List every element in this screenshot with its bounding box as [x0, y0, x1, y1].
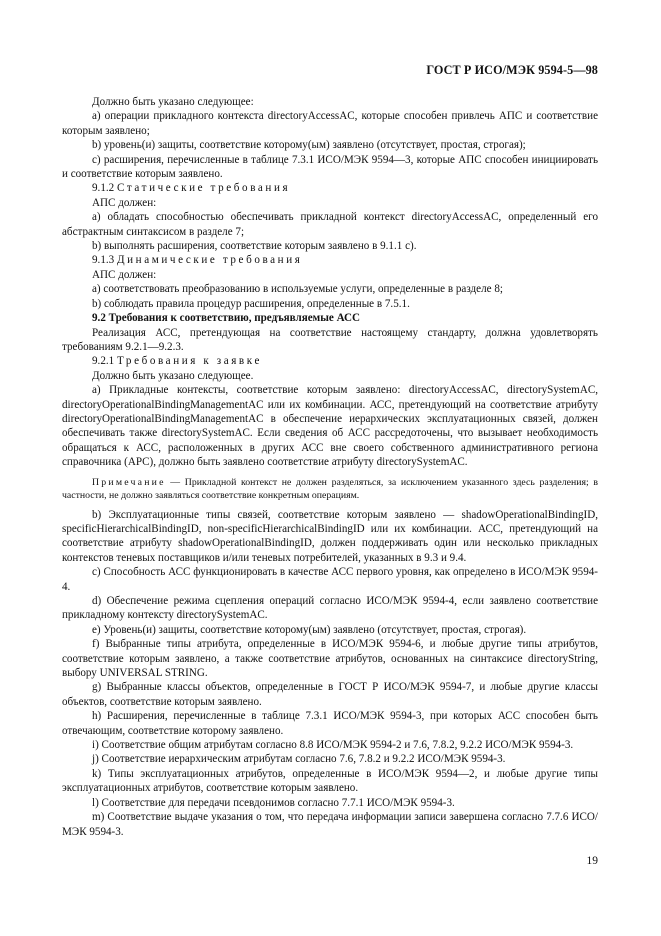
- document-body: [62, 95, 598, 839]
- note-text: — Прикладной контекст не должен разделяться, за исключением указанного здесь разделения; в частности, не должно заявляться соответствие конкретным операциям.: [62, 476, 598, 501]
- list-item: m) Соответствие выдаче указания о том, что передача информации записи завершена согласно 7.7.6 ИСО/МЭК 9594-3.: [62, 811, 598, 838]
- section-title: Статические требования: [116, 182, 291, 195]
- section-title: Требования к заявке: [116, 355, 262, 368]
- list-item: b) соблюдать правила процедур расширения, определенные в 7.5.1.: [92, 297, 410, 310]
- list-item: b) уровень(и) защиты, соответствие которому(ым) заявлено (отсутствует, простая, строгая);: [92, 139, 526, 152]
- note-label: Примечание: [92, 476, 166, 488]
- list-item: e) Уровень(и) защиты, соответствие которому(ым) заявлено (отсутствует, простая, строгая).: [92, 623, 527, 636]
- list-item: с) Способность АСС функционировать в качестве АСС первого уровня, как определено в ИСО/МЭК 9594-4.: [62, 566, 598, 593]
- paragraph: Должно быть указано следующее.: [92, 369, 254, 382]
- list-item: k) Типы эксплуатационных атрибутов, определенные в ИСО/МЭК 9594—2, и любые другие типы эксплуатационных атрибутов, соответствие которым заявлено.: [62, 767, 598, 795]
- list-item: f) Выбранные типы атрибута, определенные в ИСО/МЭК 9594-6, и любые другие типы атрибутов, соответствие которым заявлено, а также соответствие атрибутов, основанных на синтаксисе directoryString, выбору UNIVERSAL STRING.: [62, 638, 598, 680]
- list-item: а) соответствовать преобразованию в используемые услуги, определенные в разделе 8;: [92, 283, 503, 296]
- list-item: b) выполнять расширения, соответствие которым заявлено в 9.1.1 с).: [92, 240, 417, 253]
- note: [62, 476, 598, 502]
- page-number: 19: [586, 855, 598, 867]
- section-heading-9-2-1: [62, 354, 598, 368]
- list-item: j) Соответствие иерархическим атрибутам согласно 7.6, 7.8.2 и 9.2.2 ИСО/МЭК 9594-3.: [92, 753, 506, 766]
- list-item: b) Эксплуатационные типы связей, соответствие которым заявлено — shadowOperationalBindingID, specificHierarchicalBindingID, non-specificHierarchicalBindingID или их комбинации. АСС, претендующий на соответствие атрибуту shadowOperationalBindingID, должен поддерживать один или несколько прикладных контекстов теневых поставщиков и/или теневых потребителей, указанных в 9.3 и 9.4.: [62, 508, 598, 564]
- list-item: а) операции прикладного контекста directoryAccessAC, которые способен привлечь АПС и соответствие которым заявлено;: [62, 110, 598, 137]
- section-number: 9.2.1: [92, 355, 115, 368]
- list-item: с) расширения, перечисленные в таблице 7.3.1 ИСО/МЭК 9594—3, которые АПС способен инициировать и соответствие которым заявлено.: [62, 153, 598, 181]
- paragraph: АПС должен:: [92, 268, 157, 281]
- list-item: l) Соответствие для передачи псевдонимов согласно 7.7.1 ИСО/МЭК 9594-3.: [92, 796, 455, 809]
- section-heading-9-1-2: [62, 181, 598, 195]
- list-item: а) Прикладные контексты, соответствие которым заявлено: directoryAccessAC, directorySystemAC, directoryOperationalBindingManagementAC или их комбинации. АСС, претендующий на соответствие атрибуту directoryOperationalBindingManagementAC в обеспечение иерархических эксплуатационных связей, должен обеспечивать также directorySystemAC. Если сведения об АСС рассредоточены, что вызывает необходимость обращаться к АСС, расположенных в других АСС вне своего собственного административного региона справочника (АРС), должно быть заявлено соответствие атрибуту directorySystemAC.: [62, 384, 598, 469]
- section-title: Динамические требования: [116, 254, 303, 267]
- list-item: h) Расширения, перечисленные в таблице 7.3.1 ИСО/МЭК 9594-3, при которых АСС способен быть отвечающим, соответствие которому заявлено.: [62, 710, 598, 737]
- running-header: ГОСТ Р ИСО/МЭК 9594-5—98: [426, 63, 598, 77]
- paragraph: АПС должен:: [92, 196, 157, 209]
- paragraph: Должно быть указано следующее:: [92, 96, 254, 108]
- list-item: i) Соответствие общим атрибутам согласно 8.8 ИСО/МЭК 9594-2 и 7.6, 7.8.2, 9.2.2 ИСО/МЭК 9594-3.: [92, 739, 574, 752]
- list-item: g) Выбранные классы объектов, определенные в ГОСТ Р ИСО/МЭК 9594-7, и любые другие классы объектов, соответствие которым заявлено.: [62, 681, 598, 708]
- list-item: а) обладать способностью обеспечивать прикладной контекст directoryAccessAC, определенный его абстрактным синтаксисом в разделе 7;: [62, 211, 598, 238]
- section-heading-9-1-3: [62, 253, 598, 267]
- section-number: 9.1.3: [92, 254, 115, 267]
- section-number: 9.1.2: [92, 182, 115, 195]
- list-item: d) Обеспечение режима сцепления операций согласно ИСО/МЭК 9594-4, если заявлено соответствие прикладному контексту directorySystemAC.: [62, 595, 598, 622]
- section-heading-9-2: 9.2 Требования к соответствию, предъявляемые АСС: [92, 312, 361, 325]
- paragraph: Реализация АСС, претендующая на соответствие настоящему стандарту, должна удовлетворять требованиям 9.2.1—9.2.3.: [62, 326, 598, 353]
